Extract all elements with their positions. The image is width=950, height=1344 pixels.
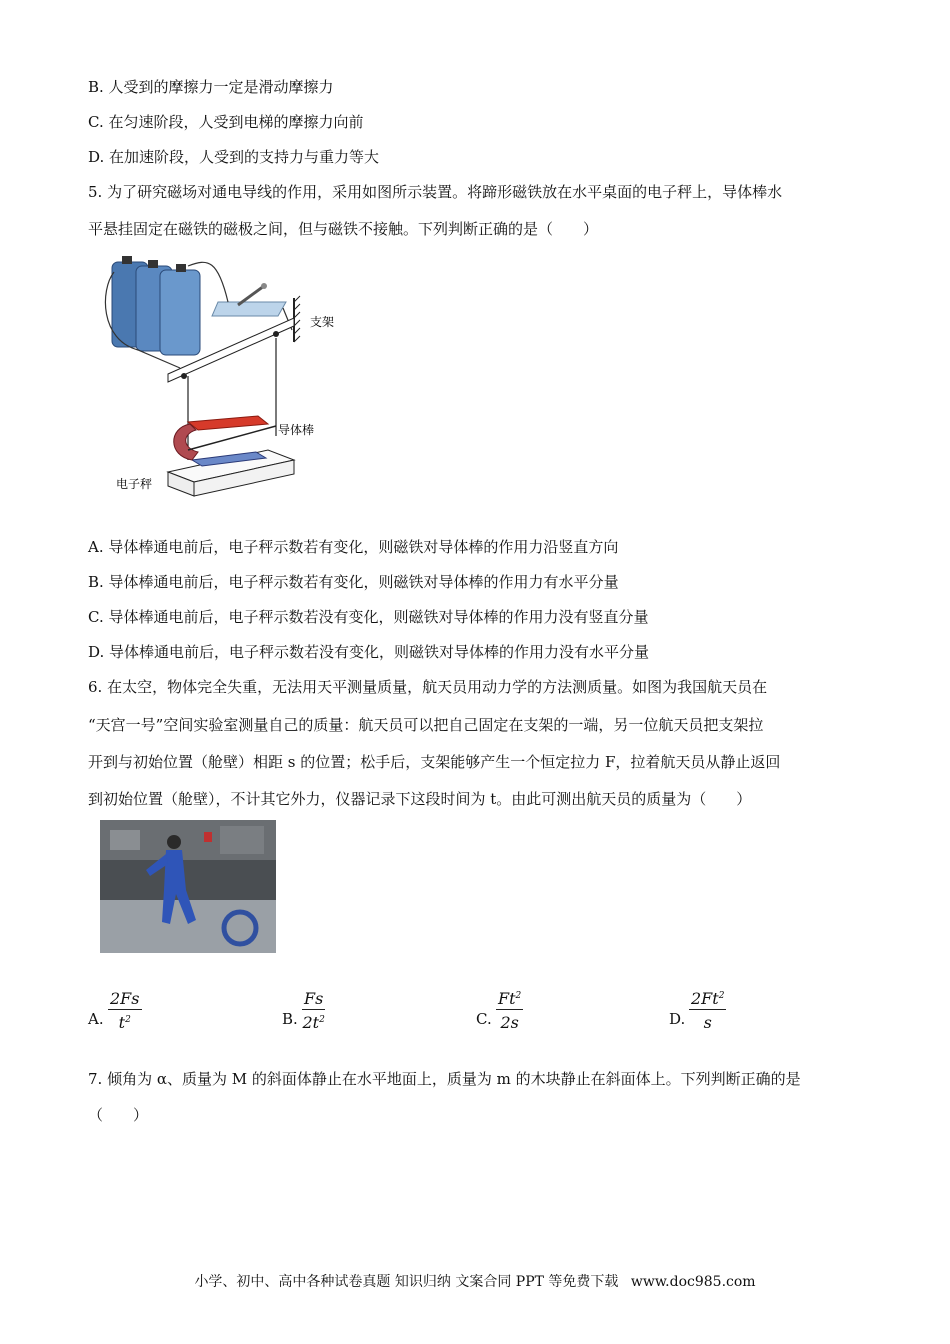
q7-stem-line2: （ ） [88, 1106, 149, 1124]
q6-stem-line3: 开到与初始位置（舱壁）相距 s 的位置；松手后，支架能够产生一个恒定拉力 F，拉着航天员从静止返回 [88, 753, 781, 771]
q5-option-a: A. 导体棒通电前后，电子秤示数若有变化，则磁铁对导体棒的作用力沿竖直方向 [88, 538, 619, 556]
q5-stem-line1: 5. 为了研究磁场对通电导线的作用，采用如图所示装置。将蹄形磁铁放在水平桌面的电子秤上，导体棒水 [88, 183, 783, 201]
q5-option-b: B. 导体棒通电前后，电子秤示数若有变化，则磁铁对导体棒的作用力有水平分量 [88, 573, 619, 591]
q4-option-c: C. 在匀速阶段，人受到电梯的摩擦力向前 [88, 113, 364, 131]
label-stand: 支架 [310, 315, 335, 329]
astronaut-photo [100, 820, 276, 953]
q5-option-d: D. 导体棒通电前后，电子秤示数若没有变化，则磁铁对导体棒的作用力没有水平分量 [88, 643, 650, 661]
q7-stem-line1: 7. 倾角为 α、质量为 M 的斜面体静止在水平地面上，质量为 m 的木块静止在斜面体上。下列判断正确的是 [88, 1070, 801, 1088]
q4-option-b: B. 人受到的摩擦力一定是滑动摩擦力 [88, 78, 334, 96]
magnet-apparatus-figure [98, 250, 348, 500]
battery-icon [112, 256, 200, 355]
footer-text: 小学、初中、高中各种试卷真题 知识归纳 文案合同 PPT 等免费下载 [194, 1274, 619, 1290]
q5-option-c: C. 导体棒通电前后，电子秤示数若没有变化，则磁铁对导体棒的作用力没有竖直分量 [88, 608, 649, 626]
q5-stem-line2: 平悬挂固定在磁铁的磁极之间，但与磁铁不接触。下列判断正确的是（ ） [88, 220, 599, 238]
q4-option-d: D. 在加速阶段，人受到的支持力与重力等大 [88, 148, 380, 166]
switch-icon [212, 283, 286, 316]
q6-stem-line1: 6. 在太空，物体完全失重，无法用天平测量质量，航天员用动力学的方法测质量。如图为我国航天员在 [88, 678, 768, 696]
q6-stem-line4: 到初始位置（舱壁），不计其它外力，仪器记录下这段时间为 t。由此可测出航天员的质量为（ ） [88, 790, 752, 808]
footer-site-link[interactable]: www.doc985.com [630, 1274, 756, 1290]
label-rod: 导体棒 [278, 423, 315, 437]
page-footer [0, 1271, 950, 1291]
q6-stem-line2: “天宫一号”空间实验室测量自己的质量：航天员可以把自己固定在支架的一端，另一位航天员把支架拉 [88, 716, 764, 734]
label-scale: 电子秤 [116, 477, 153, 491]
